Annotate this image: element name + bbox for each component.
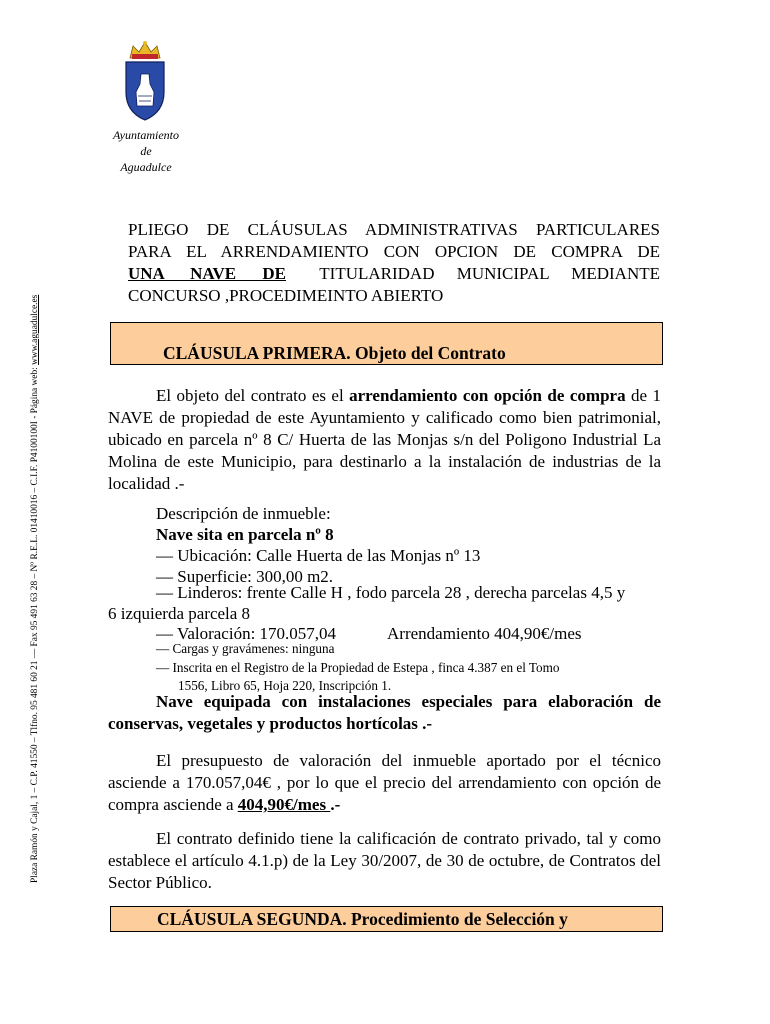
side-address: Plaza Ramón y Cajal, 1 – C.P. 41550 – Tlfno. 95 481 60 21 — Fax 95 491 63 28 – Nº R.E.L. 01410016 – C.I.F. P4100100I - Página web: (30, 367, 40, 883)
org-line-1: Ayuntamiento (113, 128, 179, 142)
clause-one-paragraph (108, 385, 661, 495)
desc-nave: Nave sita en parcela nº 8 (156, 525, 334, 544)
desc-cargas: — Cargas y gravámenes: ninguna (156, 641, 335, 656)
equipada-paragraph (108, 691, 661, 735)
desc-ubicacion: — Ubicación: Calle Huerta de las Monjas nº 13 (156, 546, 481, 565)
desc-superficie: — Superficie: 300,00 m2. (156, 567, 334, 586)
presupuesto-amount: 404,90€/mes (237, 795, 331, 814)
desc-heading: Descripción de inmueble: (156, 504, 331, 523)
organization-name (96, 127, 196, 175)
org-line-2: de (140, 144, 152, 158)
clause-two-heading-box (110, 906, 663, 932)
clause-one-heading-box (110, 322, 663, 365)
contrato-paragraph (108, 828, 661, 894)
equipada-line-1: Nave equipada con instalaciones especiales para elaboración de (156, 692, 661, 711)
desc-linderos-2: 6 izquierda parcela 8 (108, 604, 251, 623)
title-line-3-rest: TITULARIDAD MUNICIPAL MEDIANTE (319, 264, 660, 283)
desc-valoracion: — Valoración: 170.057,04 (156, 624, 337, 643)
website-link[interactable]: www.aguadulce.es (30, 294, 40, 365)
org-line-3: Aguadulce (120, 160, 172, 174)
title-line-3 (128, 263, 660, 285)
presupuesto-text: El presupuesto de valoración del inmueble aportado por el técnico asciende a 170.057,04€ , por lo que el precio del arrendamiento con opción de compra asciende a (108, 751, 661, 814)
municipal-crest-logo (120, 40, 170, 122)
title-line-2: PARA EL ARRENDAMIENTO CON OPCION DE COMPRA DE (128, 242, 660, 261)
desc-arrendamiento: Arrendamiento 404,90€/mes (387, 624, 582, 643)
title-underlined: UNA NAVE DE (128, 264, 286, 283)
document-title (128, 219, 660, 307)
desc-linderos-1: — Linderos: frente Calle H , fodo parcela 28 , derecha parcelas 4,5 y (156, 583, 626, 602)
presupuesto-paragraph (108, 750, 661, 816)
presupuesto-end: .- (330, 795, 341, 814)
clause-two-heading: CLÁUSULA SEGUNDA. Procedimiento de Selección y (157, 909, 568, 929)
p1-text-b: de 1 NAVE de propiedad de este Ayuntamiento y calificado como bien patrimonial, ubicado en parcela nº 8 C/ Huerta de las Monjas s/n del Poligono Industrial La Molina de este Municipio, para destinarlo a la instalación de industrias de la localidad .- (108, 386, 662, 493)
equipada-line-2: conservas, vegetales y productos hortícolas .- (108, 714, 433, 733)
contrato-text: El contrato definido tiene la calificación de contrato privado, tal y como establece el artículo 4.1.p) de la Ley 30/2007, de 30 de octubre, de Contratos del Sector Público. (108, 829, 661, 892)
side-address-text (28, 263, 42, 883)
p1-text-bold: arrendamiento con opción de compra (349, 386, 626, 405)
desc-inscrita-2: 1556, Libro 65, Hoja 220, Inscripción 1. (178, 678, 392, 693)
p1-text-a: El objeto del contrato es el (156, 386, 350, 405)
title-line-4: CONCURSO ,PROCEDIMEINTO ABIERTO (128, 286, 444, 305)
clause-one-heading: CLÁUSULA PRIMERA. Objeto del Contrato (163, 343, 506, 363)
desc-inscrita-1: — Inscrita en el Registro de la Propiedad de Estepa , finca 4.387 en el Tomo (156, 660, 560, 675)
title-line-1: PLIEGO DE CLÁUSULAS ADMINISTRATIVAS PARTICULARES (128, 220, 660, 239)
